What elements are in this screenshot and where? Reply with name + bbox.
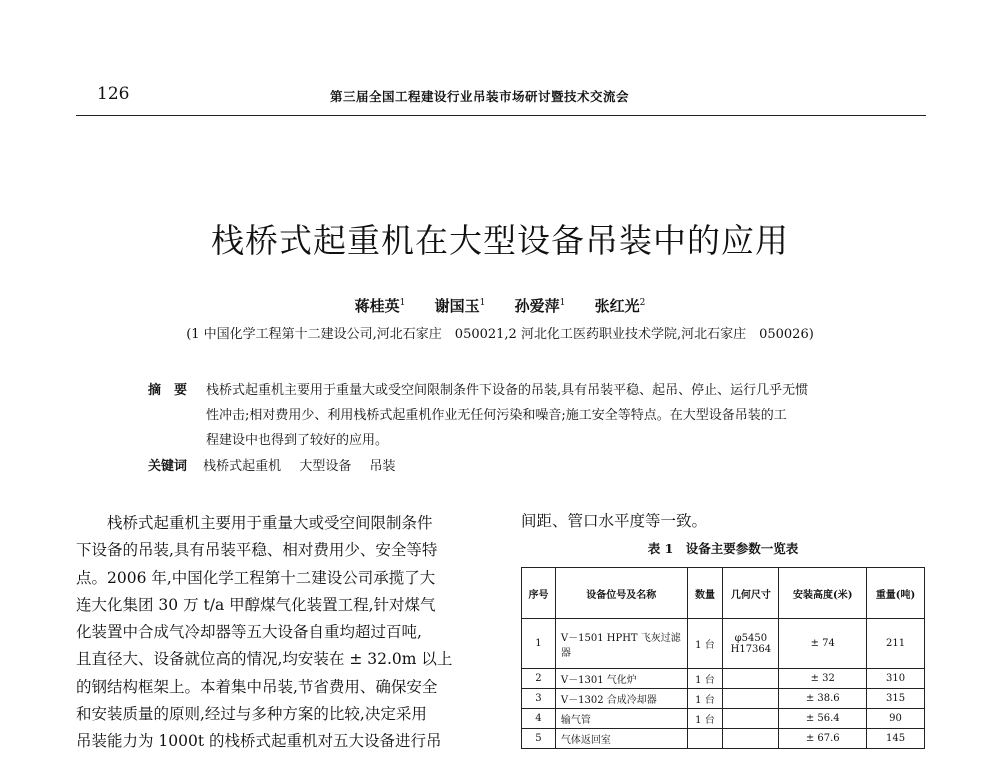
table-cell-height: ± 56.4 xyxy=(779,709,867,729)
table-header-cell: 序号 xyxy=(522,568,556,619)
dimension-diameter: φ5450 xyxy=(734,632,768,644)
body-line: 且直径大、设备就位高的情况,均安装在 ± 32.0m 以上 xyxy=(76,650,453,669)
keywords-label: 关键词 xyxy=(148,459,188,474)
table-cell-no: 4 xyxy=(522,709,556,729)
table-cell-qty: 1 台 xyxy=(687,709,723,729)
body-line: 的钢结构框架上。本着集中吊装,节省费用、确保安全 xyxy=(76,677,438,696)
author-affiliation-mark: 1 xyxy=(399,298,406,308)
table-cell-no: 5 xyxy=(522,729,556,749)
table-cell-qty: 1 台 xyxy=(687,669,723,689)
table-caption: 表 1 设备主要参数一览表 xyxy=(647,541,799,556)
author-name: 张红光 xyxy=(594,297,640,315)
table-cell-weight: 145 xyxy=(867,729,925,749)
table-cell-weight: 90 xyxy=(867,709,925,729)
table-header-cell: 设备位号及名称 xyxy=(555,568,687,619)
author-list xyxy=(0,295,1000,316)
table-cell-qty: 1 台 xyxy=(687,689,723,709)
table-header-cell: 数量 xyxy=(687,568,723,619)
body-line: 栈桥式起重机主要用于重量大或受空间限制条件 xyxy=(76,514,433,532)
table-header-cell: 重量(吨) xyxy=(867,568,925,619)
body-line: 化装置中合成气冷却器等五大设备自重均超过百吨, xyxy=(76,623,422,642)
table-cell-weight: 310 xyxy=(867,669,925,689)
body-line: 下设备的吊装,具有吊装平稳、相对费用少、安全等特 xyxy=(76,541,438,560)
table-cell-height: ± 38.6 xyxy=(779,689,867,709)
table-cell-name: V－1301 气化炉 xyxy=(555,669,687,689)
table-cell-name: 气体返回室 xyxy=(555,729,687,749)
keyword: 大型设备 xyxy=(299,459,352,474)
author-name: 谢国玉 xyxy=(434,297,480,315)
running-header-title: 第三届全国工程建设行业吊装市场研讨暨技术交流会 xyxy=(330,89,630,104)
body-line: 和安装质量的原则,经过与多种方案的比较,决定采用 xyxy=(76,705,427,724)
author-affiliations: (1 中国化学工程第十二建设公司,河北石家庄 050021,2 河北化工医药职业技术学院,河北石家庄 050026) xyxy=(186,327,814,342)
abstract-line: 栈桥式起重机主要用于重量大或受空间限制条件下设备的吊装,具有吊装平稳、起吊、停止、运行几乎无惯 xyxy=(206,383,809,398)
table-row xyxy=(522,729,925,749)
table-cell-no: 3 xyxy=(522,689,556,709)
body-line: 点。2006 年,中国化学工程第十二建设公司承揽了大 xyxy=(76,568,436,587)
paper-title: 栈桥式起重机在大型设备吊装中的应用 xyxy=(211,221,789,260)
table-cell-name: 输气管 xyxy=(555,709,687,729)
table-cell-dimension xyxy=(723,689,779,709)
table-cell-dimension xyxy=(723,729,779,749)
author-name: 蒋桂英 xyxy=(354,297,400,315)
table-cell-qty xyxy=(687,729,723,749)
abstract-line: 性冲击;相对费用少、利用栈桥式起重机作业无任何污染和噪音;施工安全等特点。在大型设备吊装的工 xyxy=(206,408,787,423)
abstract-line: 程建设中也得到了较好的应用。 xyxy=(206,433,389,448)
table-cell-name: V－1501 HPHT 飞灰过滤器 xyxy=(555,619,687,669)
table-row xyxy=(522,709,925,729)
table-cell-dimension xyxy=(723,709,779,729)
body-line: 连大化集团 30 万 t/a 甲醇煤气化装置工程,针对煤气 xyxy=(76,595,436,614)
table-row xyxy=(522,689,925,709)
table-cell-height: ± 67.6 xyxy=(779,729,867,749)
body-text-left-column xyxy=(76,510,494,756)
table-cell-qty: 1 台 xyxy=(687,619,723,669)
table-cell-no: 2 xyxy=(522,669,556,689)
abstract xyxy=(148,378,898,453)
table-cell-no: 1 xyxy=(522,619,556,669)
table-cell-weight: 315 xyxy=(867,689,925,709)
table-header-cell: 几何尺寸 xyxy=(723,568,779,619)
table-cell-height: ± 74 xyxy=(779,619,867,669)
table-cell-dimension xyxy=(723,669,779,689)
body-line: 吊装能力为 1000t 的栈桥式起重机对五大设备进行吊 xyxy=(76,732,442,751)
author-affiliation-mark: 2 xyxy=(639,298,646,308)
equipment-parameter-table xyxy=(521,567,925,749)
table-cell-height: ± 32 xyxy=(779,669,867,689)
page-number: 126 xyxy=(97,84,130,104)
body-text-right-column: 间距、管口水平度等一致。 xyxy=(521,512,708,530)
keywords xyxy=(148,455,409,474)
author-name: 孙爱萍 xyxy=(514,297,560,315)
table-header-row xyxy=(522,568,925,619)
table-cell-name: V－1302 合成冷却器 xyxy=(555,689,687,709)
table-cell-dimension xyxy=(723,619,779,669)
table-cell-weight: 211 xyxy=(867,619,925,669)
keyword: 栈桥式起重机 xyxy=(203,459,282,474)
table-row xyxy=(522,619,925,669)
author-affiliation-mark: 1 xyxy=(559,298,566,308)
header-rule xyxy=(76,115,926,116)
table-header-cell: 安装高度(米) xyxy=(779,568,867,619)
abstract-label: 摘 要 xyxy=(148,383,188,398)
keyword: 吊装 xyxy=(369,459,396,474)
table-row xyxy=(522,669,925,689)
author-affiliation-mark: 1 xyxy=(479,298,486,308)
dimension-height: H17364 xyxy=(730,643,772,655)
